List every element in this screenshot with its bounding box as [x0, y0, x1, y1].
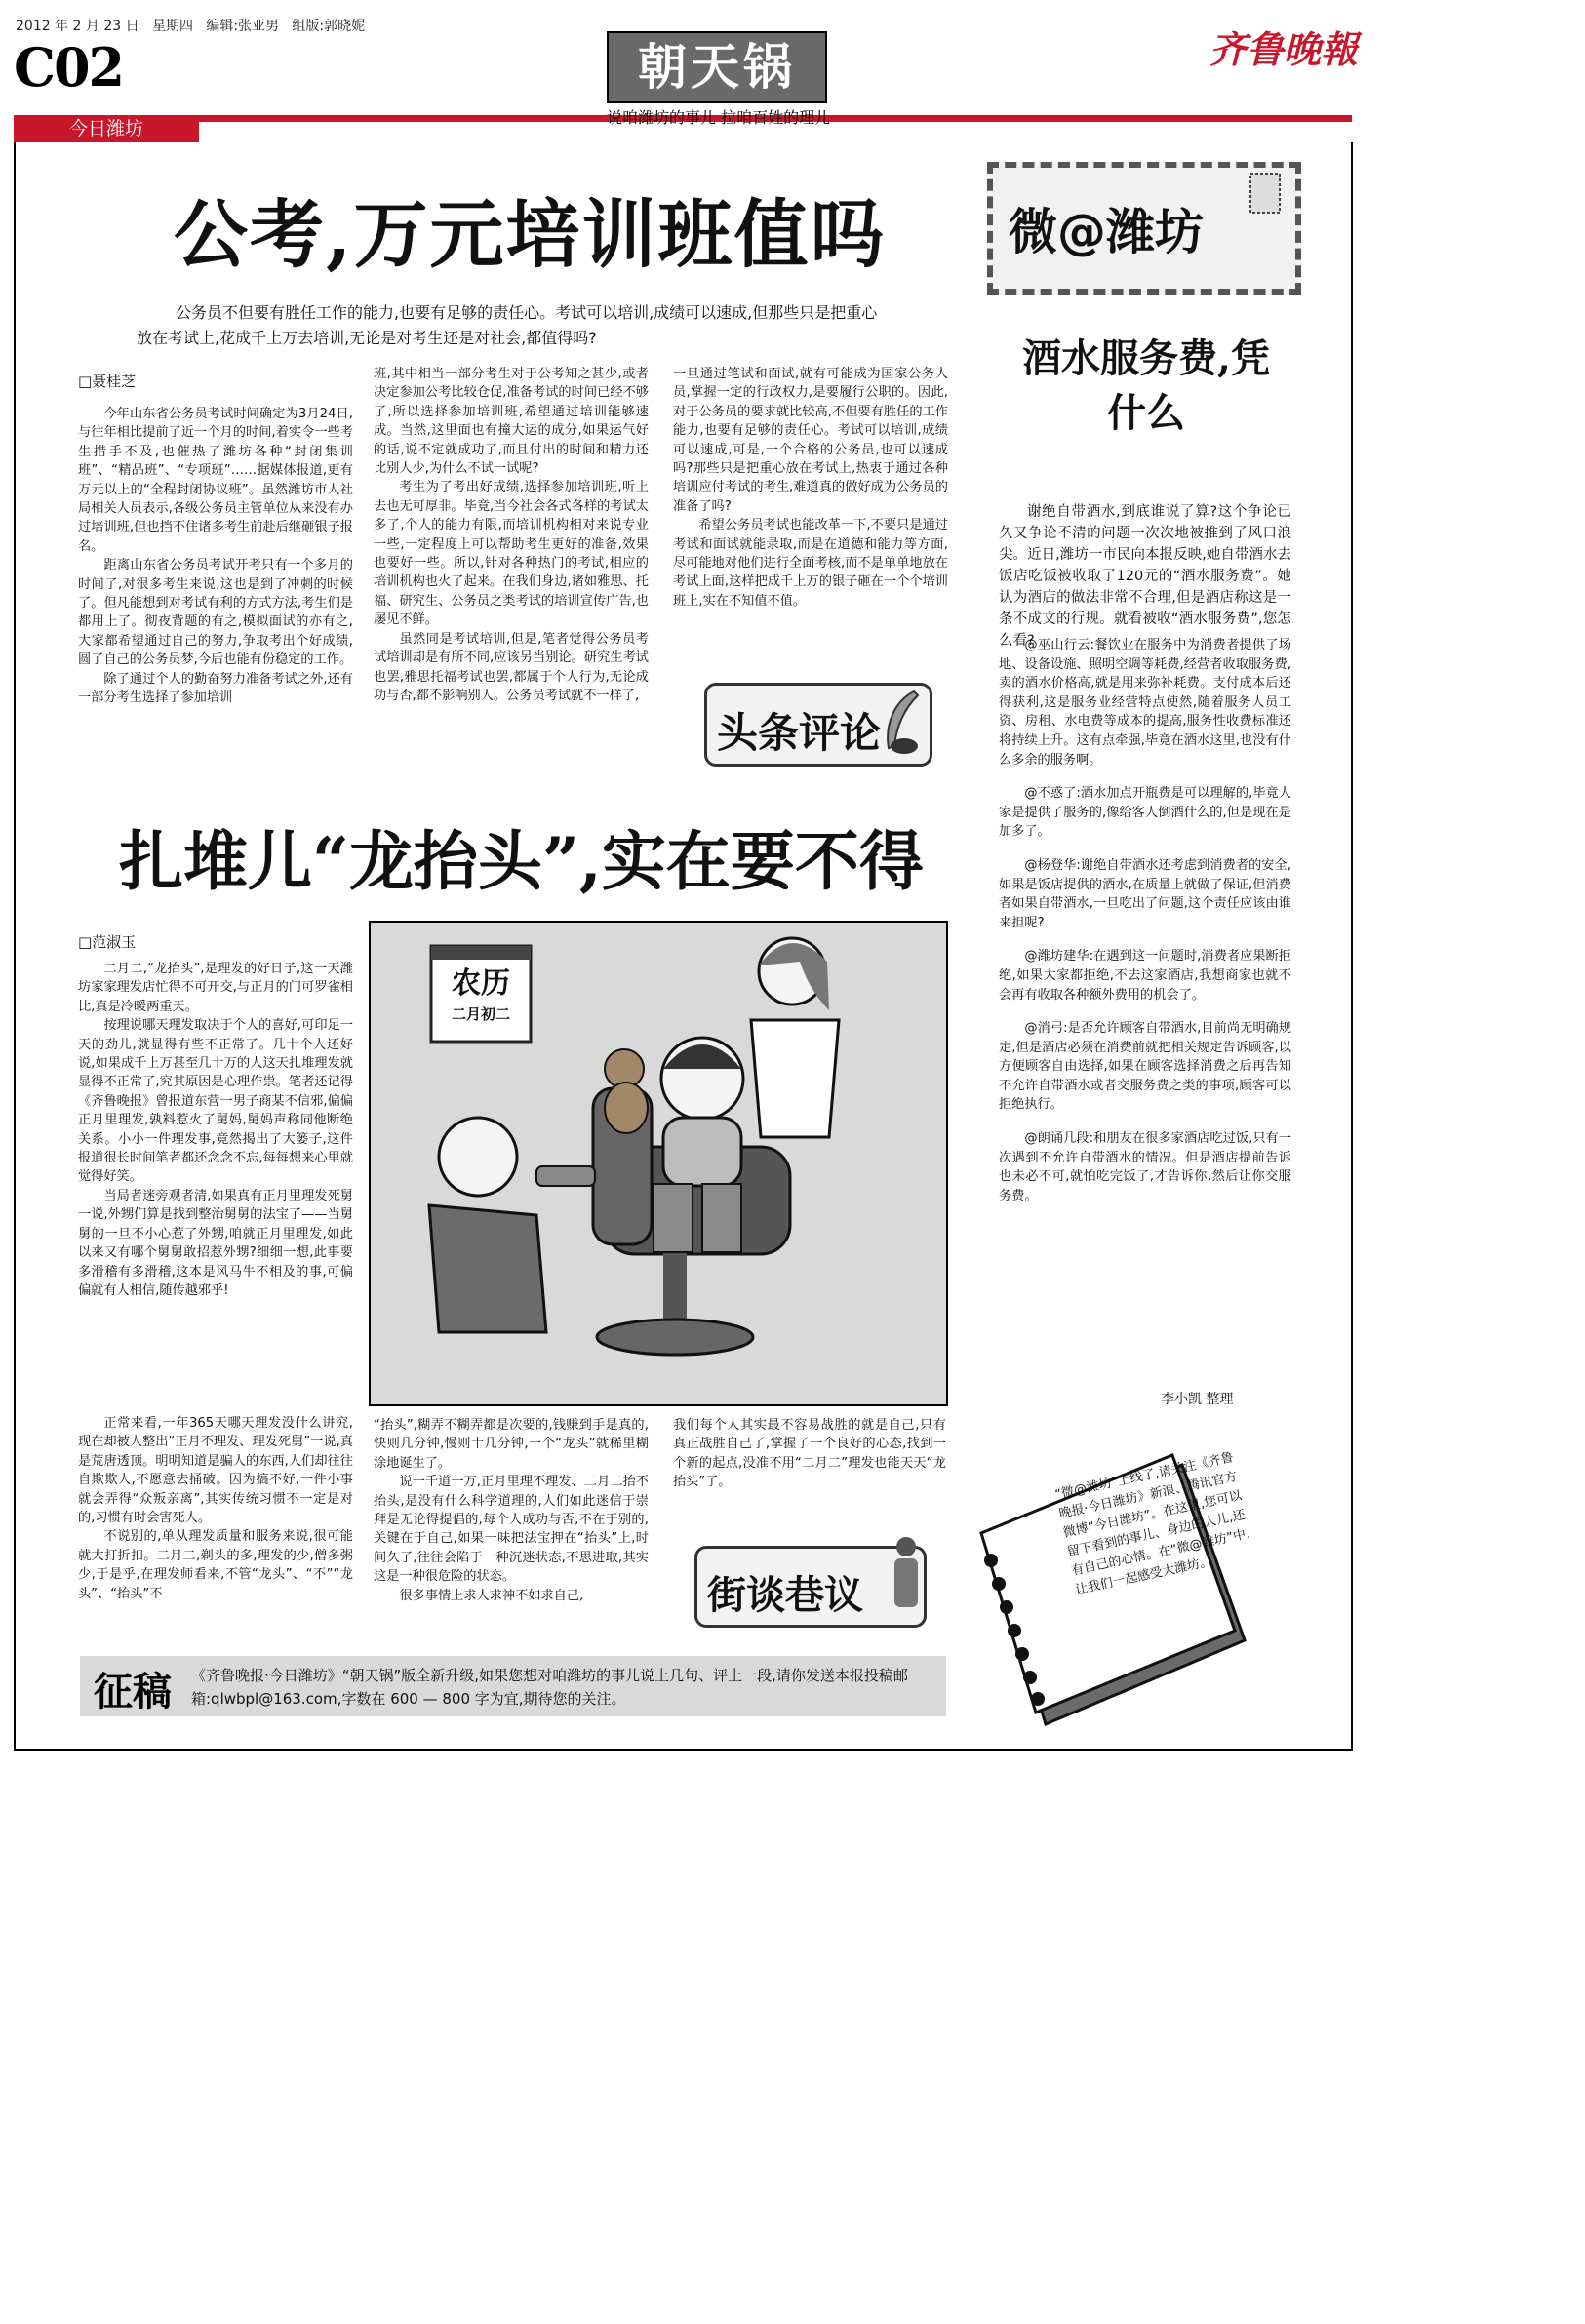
sidebar-comments: [999, 636, 1291, 1392]
column-masthead: 朝天锅: [607, 31, 827, 103]
article1-column-2: [374, 365, 649, 786]
barbershop-cartoon: [369, 921, 948, 1406]
comment: @不惑了:酒水加点开瓶费是可以理解的,毕竟人家是提供了服务的,像给客人倒酒什么的,但是现在是加多了。: [999, 786, 1291, 840]
page-number: C02: [14, 36, 124, 98]
frame-right-rule: [1351, 142, 1353, 1750]
paragraph: 正常来看,一年365天哪天理发没什么讲究,现在却被人整出“正月不理发、理发死舅”一说,真是荒唐透顶。明明知道是骗人的东西,人们却往往自欺欺人,不愿意去捅破。因为搞不好,一件小事就会弄得“众叛亲离”,其实传统习惯不一定是对的,习惯有时会害死人。: [78, 1416, 353, 1526]
section-tab: 今日潍坊: [14, 115, 199, 142]
paragraph: 今年山东省公务员考试时间确定为3月24日,与往年相比提前了近一个月的时间,着实令一些考生措手不及,也催热了潍坊各种“封闭集训班”、“精品班”、“专项班”……据媒体报道,更有万元以上的“全程封闭协议班”。虽然潍坊市人社局相关人员表示,各级公务员主管单位从来没有办过培训班,但也挡不住诸多考生前赴后继砸银子报名。: [78, 407, 353, 554]
quill-pen-icon: [875, 688, 924, 758]
frame-left-rule: [14, 142, 16, 1750]
article1-column-3: [673, 365, 948, 669]
issue-editor: 编辑:张亚男: [206, 19, 280, 34]
article1-byline: □聂桂芝: [78, 373, 137, 390]
notebook-text: “微@潍坊”上线了,请关注《齐鲁晚报·今日潍坊》新浪、腾讯官方微博“今日潍坊”。在这里,您可以留下看到的事儿、身边的人儿,还有自己的心情。在“微@潍坊”中,让我们一起感受大潍坊。: [1053, 1450, 1251, 1598]
article2-column-2: [374, 1416, 649, 1650]
tag-label: 街谈巷议: [707, 1573, 863, 1618]
paragraph: 除了通过个人的勤奋努力准备考试之外,还有一部分考生选择了参加培训: [78, 671, 353, 706]
paragraph: “抬头”,糊弄不糊弄都是次要的,钱赚到手是真的,快则几分钟,慢则十几分钟,一个“龙头”就稀里糊涂地诞生了。: [374, 1418, 649, 1471]
article2-byline: □范淑玉: [78, 933, 137, 951]
paragraph: 很多事情上求人求神不如求自己,: [399, 1588, 584, 1603]
headline-comment-tag: [704, 683, 932, 767]
issue-layout: 组版:郭晓妮: [292, 19, 366, 34]
paragraph: 二月二,“龙抬头”,是理发的好日子,这一天潍坊家家理发店忙得不可开交,与正月的门可罗雀相比,真是冷暖两重天。: [78, 962, 353, 1014]
issue-weekday: 星期四: [151, 19, 193, 34]
paragraph: 谢绝自带酒水,到底谁说了算?这个争论已久又争论不清的问题一次次地被推到了风口浪尖。近日,潍坊一市民向本报反映,她自带酒水去饭店吃饭被收取了120元的“酒水服务费”。她认为酒店的做法非常不合理,但是酒店称这是一条不成文的行规。就看被收“酒水服务费”,您怎么看?: [999, 504, 1291, 649]
call-for-submissions-text: 《齐鲁晚报·今日潍坊》“朝天锅”版全新升级,如果您想对咱潍坊的事儿说上几句、评上一段,请你发送本报投稿邮箱:qlwbpl@163.com,字数在 600 — 800 字为宜,期待您的关注。: [191, 1667, 908, 1708]
paragraph: 一旦通过笔试和面试,就有可能成为国家公务人员,掌握一定的行政权力,是要履行公职的。因此,对于公务员的要求就比较高,不但要有胜任的工作能力,也要有足够的责任心。考试可以培训,成绩可以速成,可是,一个合格的公务员,也可以速成吗?那些只是把重心放在考试上,热衷于通过各种培训应付考试的考生,难道真的做好成为公务员的准备了吗?: [673, 367, 948, 514]
article2-column-1: [78, 960, 353, 1408]
person-silhouette-icon: [885, 1533, 928, 1611]
comment: @朗诵几段:和朋友在很多家酒店吃过饭,只有一次遇到不允许自带酒水的情况。但是酒店提前告诉也未必不可,就怕吃完饭了,才告诉你,然后让你交服务费。: [999, 1131, 1291, 1203]
calendar-title: 农历: [452, 966, 510, 1001]
article1-column-1: [78, 405, 353, 795]
column-slogan: 说咱潍坊的事儿 拉咱百姓的理儿: [607, 108, 831, 127]
paragraph: 当局者迷旁观者清,如果真有正月里理发死舅一说,外甥们算是找到整治舅舅的法宝了——当舅舅的一旦不小心惹了外甥,咱就正月里理发,如此以来又有哪个舅舅敢招惹外甥?细细一想,此事要多滑稽有多滑稽,这本是风马牛不相及的事,可偏偏就有人相信,随传越邪乎!: [78, 1188, 353, 1298]
paragraph: 虽然同是考试培训,但是,笔者觉得公务员考试培训却是有所不同,应该另当别论。研究生考试也罢,雅思托福考试也罢,都属于个人行为,无论成功与否,都不影响别人。公务员考试就不一样了,: [374, 631, 649, 703]
paragraph: 距离山东省公务员考试开考只有一个多月的时间了,对很多考生来说,这也是到了冲刺的时候了。但凡能想到对考试有利的方式方法,考生们是都用上了。彻夜背题的有之,模拟面试的亦有之,大家都希望通过自己的努力,争取考出个好成绩,圆了自己的公务员梦,今后也能有份稳定的工作。: [78, 558, 353, 668]
article2-headline: 扎堆儿“龙抬头”,实在要不得: [119, 823, 924, 899]
calendar-date: 二月初二: [451, 1005, 510, 1023]
paragraph: 不说别的,单从理发质量和服务来说,很可能就大打折扣。二月二,剃头的多,理发的少,僧多粥少,于是乎,在理发师看来,不管“龙头”、“不”“龙头”、“抬头”不: [78, 1529, 353, 1601]
paragraph: 希望公务员考试也能改革一下,不要只是通过考试和面试就能录取,而是在道德和能力等方面,尽可能地对他们进行全面考核,而不是单单地放在考试上面,这样把成千上万的银子砸在一个个培训班上,实在不知值不值。: [673, 518, 948, 609]
comment: @巫山行云:餐饮业在服务中为消费者提供了场地、设备设施、照明空调等耗费,经营者收取服务费,卖的酒水价格高,就是用来弥补耗费。支付成本后还得获利,这是服务业经营特点使然,随着服务人员工资、房租、水电费等成本的提高,服务性收费标准还将持续上升。这有点牵强,毕竟在酒水这里,也没有什么多余的服务啊。: [999, 638, 1291, 768]
newspaper-logo: 齐鲁晚報: [1209, 27, 1359, 71]
weibo-title: 微@潍坊: [1009, 204, 1204, 260]
calendar-card: [431, 965, 531, 1026]
paragraph: 说一千道一万,正月里理不理发、二月二抬不抬头,是没有什么科学道理的,人们如此迷信于崇拜是无论得提倡的,每个人成功与否,不在于别的,关键在于自己,如果一味把法宝押在“抬头”上,时间久了,往往会陷于一种沉迷状态,不思进取,其实这是一种很危险的状态。: [374, 1475, 649, 1585]
street-talk-tag: [694, 1546, 927, 1628]
paragraph: 考生为了考出好成绩,选择参加培训班,听上去也无可厚非。毕竟,当今社会各式各样的考试太多了,个人的能力有限,而培训机构相对来说专业一些,一定程度上可以帮助考生更好的准备,效果也要好一些。所以,针对各种热门的考试,相应的培训机构也火了起来。在我们身边,诸如雅思、托福、研究生、公务员之类考试的培训宣传广告,也屡见不鲜。: [374, 480, 649, 628]
comment: @潍坊建华:在遇到这一问题时,消费者应果断拒绝,如果大家都拒绝,不去这家酒店,我想商家也就不会再有收取各种额外费用的机会了。: [999, 949, 1291, 1003]
sidebar-compiler: 李小凯 整理: [1161, 1392, 1234, 1407]
sidebar-lead: [999, 501, 1291, 651]
paragraph: 按理说哪天理发取决于个人的喜好,可印足一天的劲儿,就显得有些不正常了。几十个人还好说,如果成千上万甚至几十万的人这天扎堆理发就显得不正常了,究其原因是心理作祟。笔者还记得《齐鲁晚报》曾报道东营一男子商某不信邪,偏偏正月里理发,孰料惹火了舅妈,舅妈声称同他断绝关系。小小一件理发事,竟然揭出了大篓子,这件报道很长时间笔者都还念念不忘,每每想来心里就觉得好笑。: [78, 1018, 353, 1185]
article1-lead: 公务员不但要有胜任工作的能力,也要有足够的责任心。考试可以培训,成绩可以速成,但那些只是把重心放在考试上,花成千上万去培训,无论是对考生还是对社会,都值得吗?: [137, 303, 878, 347]
issue-meta: [16, 16, 365, 35]
comment: @杨登华:谢绝自带酒水还考虑到消费者的安全,如果是饭店提供的酒水,在质量上就做了保证,但消费者如果自带酒水,一旦吃出了问题,这个责任应该由谁来担呢?: [999, 857, 1291, 930]
comment: @消弓:是否允许顾客自带酒水,目前尚无明确规定,但是酒店必须在消费前就把相关规定告诉顾客,以方便顾客自由选择,如果在顾客选择消费之后再告知不允许自带酒水或者交服务费之类的事项,顾客可以拒绝执行。: [999, 1021, 1291, 1113]
stamp-icon: [1248, 172, 1282, 215]
article1-headline: 公考,万元培训班值吗: [174, 191, 887, 278]
call-for-submissions-heading: 征稿: [94, 1669, 172, 1714]
paragraph: 我们每个人其实最不容易战胜的就是自己,只有真正战胜自己了,掌握了一个良好的心态,找到一个新的起点,没准不用“二月二”理发也能天天“龙抬头”了。: [673, 1418, 946, 1490]
tag-label: 头条评论: [717, 709, 882, 757]
issue-date: 2012 年 2 月 23 日: [16, 19, 139, 34]
paragraph: 班,其中相当一部分考生对于公考知之甚少,或者决定参加公考比较仓促,准备考试的时间已经不够了,所以选择参加培训班,希望通过培训能够速成。当然,这里面也有撞大运的成分,如果运气好的话,说不定就成功了,而且付出的时间和精力还比别人少,为什么不试一试呢?: [374, 367, 649, 477]
article2-column-3: [673, 1416, 946, 1543]
sidebar-headline: 酒水服务费,凭什么: [1022, 335, 1270, 436]
